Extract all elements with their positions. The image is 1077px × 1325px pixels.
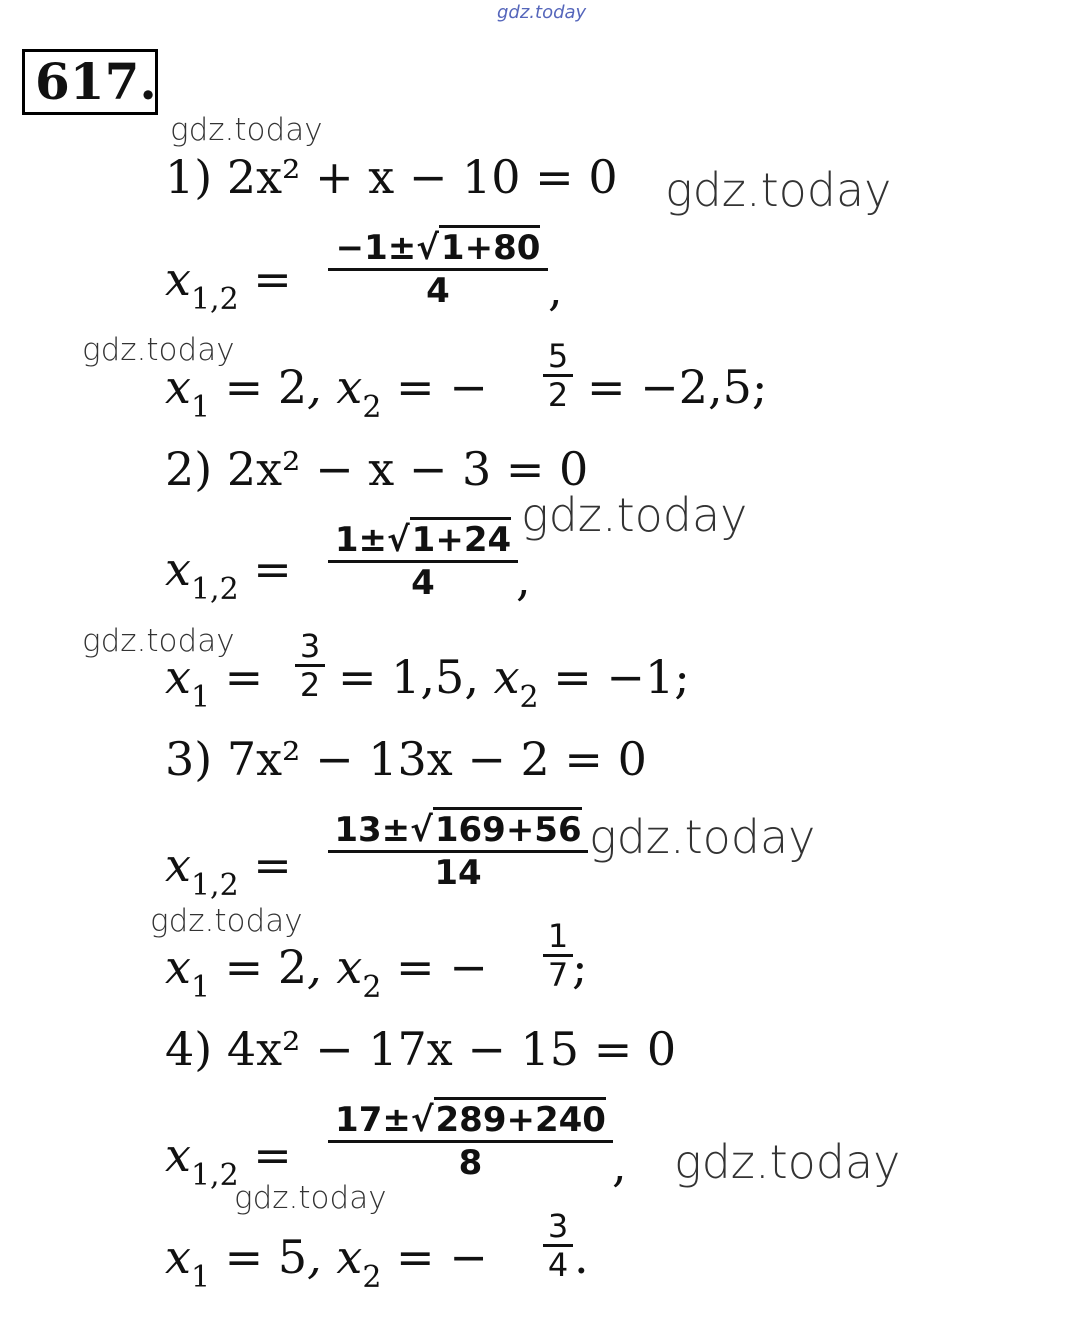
root-fraction: 3 4: [543, 1208, 573, 1283]
watermark: gdz.today: [674, 1135, 901, 1189]
comma: ,: [548, 262, 563, 316]
problem-number: 617.: [22, 49, 158, 115]
watermark: gdz.today: [589, 810, 816, 864]
x12-label: $x_{1,2}$ =: [165, 542, 292, 607]
watermark: gdz.today: [82, 332, 235, 368]
numerator-prefix: −1±√: [335, 228, 439, 268]
x12-label: $x_{1,2}$ =: [165, 252, 292, 317]
roots-line-1: $x_1 = 2$, $x_2$ = −: [165, 360, 488, 425]
watermark: gdz.today: [665, 163, 892, 217]
radicand: 1+80: [439, 225, 540, 268]
formula-fraction: 1±√1+24 4: [328, 520, 518, 603]
root-fraction: 1 7: [543, 918, 573, 993]
equation-3: 3) 7x² − 13x − 2 = 0: [165, 732, 647, 786]
comma: ,: [612, 1138, 627, 1192]
watermark: gdz.today: [170, 112, 323, 148]
root-tail: = −2,5;: [587, 360, 768, 414]
formula-fraction: [328, 228, 548, 311]
watermark: gdz.today: [82, 623, 235, 659]
comma: ,: [516, 552, 531, 606]
denominator: 4: [426, 271, 450, 311]
x12-label: $x_{1,2}$ =: [165, 1128, 292, 1193]
equation-4: 4) 4x² − 17x − 15 = 0: [165, 1022, 677, 1076]
root-tail: .: [574, 1230, 589, 1284]
watermark-top: gdz.today: [497, 2, 587, 23]
roots-line-3: $x_1 = 2$, $x_2$ = −: [165, 940, 488, 1005]
root-tail: = 1,5, $x_2 = -1$;: [338, 650, 690, 715]
watermark: gdz.today: [234, 1180, 387, 1216]
watermark: gdz.today: [150, 903, 303, 939]
equation-2: 2) 2x² − x − 3 = 0: [165, 442, 589, 496]
root-tail: ;: [572, 940, 588, 994]
watermark: gdz.today: [521, 488, 748, 542]
equation-1: 1) 2x² + x − 10 = 0: [165, 150, 618, 204]
root-fraction: 3 2: [295, 628, 325, 703]
x1-label: $x_1$ =: [165, 650, 264, 715]
formula-fraction: 13±√169+56 14: [328, 810, 588, 893]
root-fraction: 5 2: [543, 338, 573, 413]
roots-line-4: $x_1 = 5$, $x_2$ = −: [165, 1230, 488, 1295]
formula-fraction: 17±√289+240 8: [328, 1100, 613, 1183]
x12-label: $x_{1,2}$ =: [165, 838, 292, 903]
